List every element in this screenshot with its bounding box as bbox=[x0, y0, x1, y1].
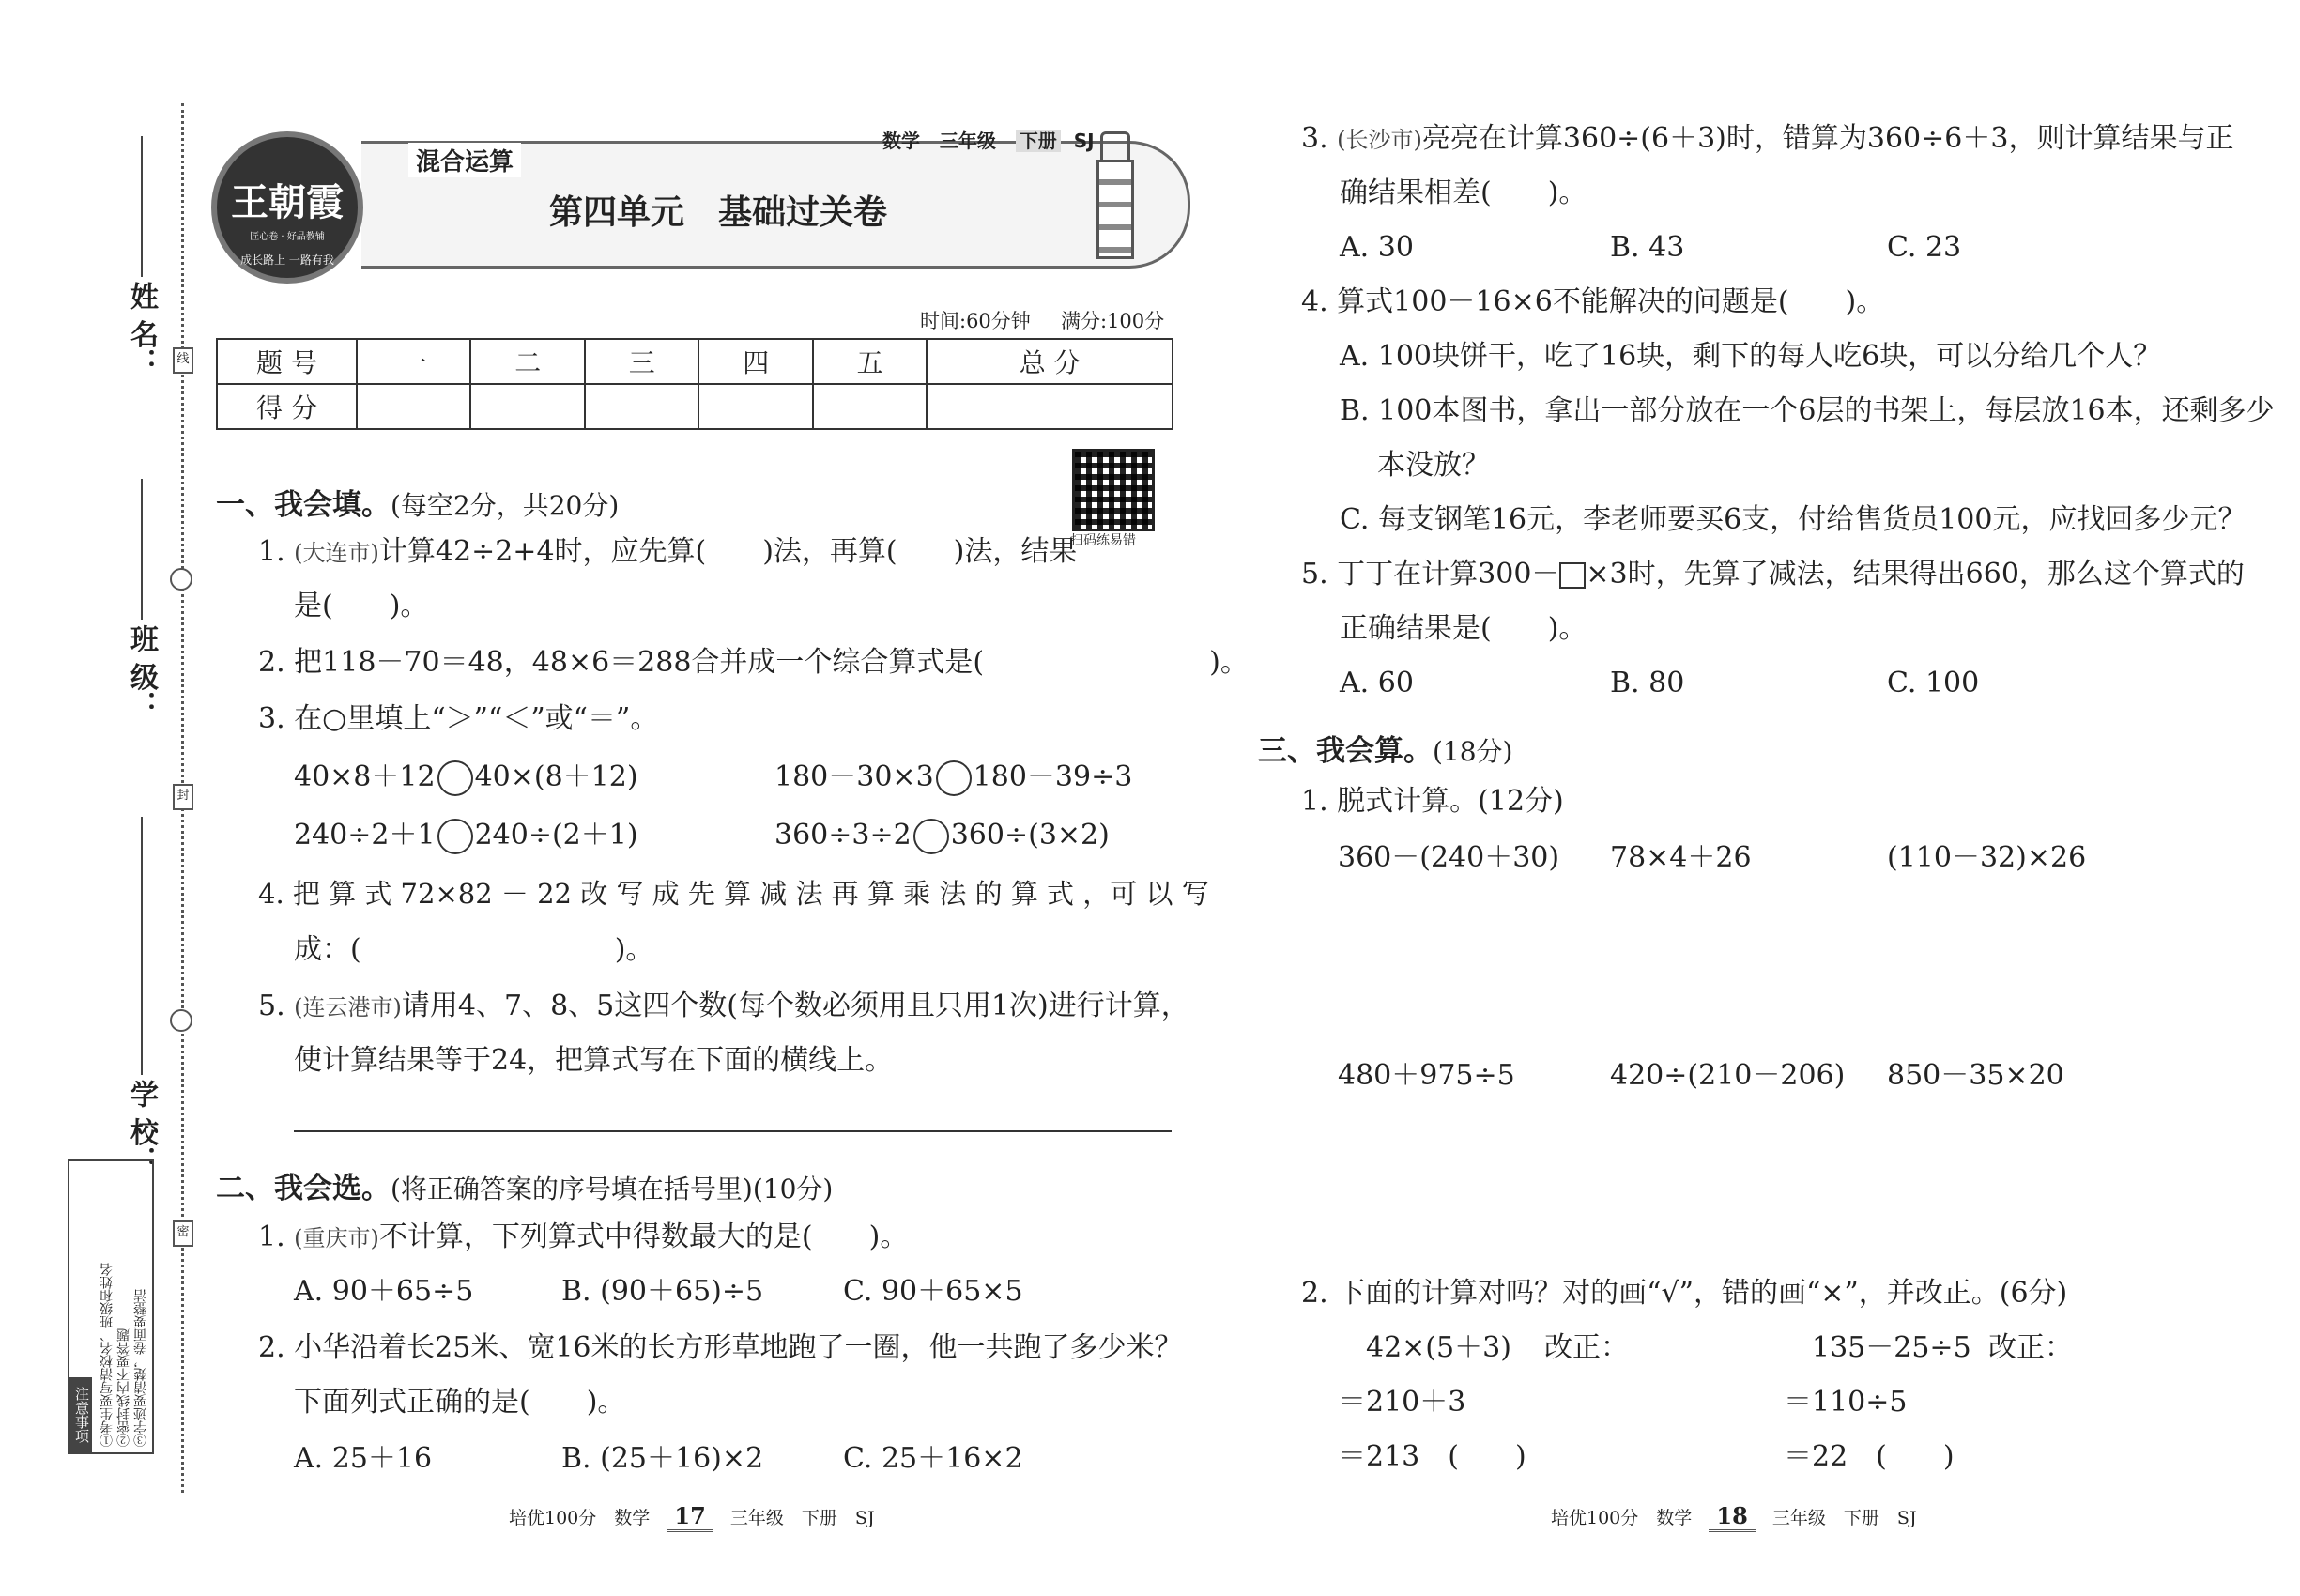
s1-q2: 2. 把118－70＝48，48×6＝288合并成一个综合算式是( )。 bbox=[258, 646, 1249, 679]
s1-q4: 4. 把 算 式 72×82 － 22 改 写 成 先 算 减 法 再 算 乘 法 的 算 式 ，可 以 写 bbox=[258, 878, 1209, 910]
score-cell[interactable] bbox=[813, 384, 927, 429]
footer-text: 三年级 下册 SJ bbox=[1771, 1508, 1917, 1528]
calc-item: 480＋975÷5 bbox=[1338, 1059, 1515, 1092]
cut-mark-feng: 封 bbox=[173, 784, 193, 810]
score-value-row bbox=[217, 384, 1173, 429]
s2-q3-text: 亮亮在计算360÷(6＋3)时，错算为360÷6＋3，则计算结果与正 bbox=[1421, 122, 2234, 155]
topic-label: 混合运算 bbox=[408, 143, 521, 177]
full-score-label: 满分:100分 bbox=[1061, 310, 1165, 332]
compare-circle[interactable] bbox=[437, 819, 473, 854]
s2-q1: 1. (重庆市)不计算，下列算式中得数最大的是( )。 bbox=[258, 1220, 909, 1253]
score-row-label: 得 分 bbox=[217, 384, 357, 429]
class-label: 班 级： bbox=[125, 624, 158, 719]
compare-right: 40×(8＋12) bbox=[474, 760, 638, 793]
score-col: 四 bbox=[698, 339, 812, 384]
s1-q1: 1. (大连市)计算42÷2+4时，应先算( )法，再算( )法，结果 bbox=[258, 535, 1078, 568]
s2-q5 bbox=[1301, 554, 2245, 595]
region-tag: (连云港市) bbox=[294, 994, 402, 1021]
calc-item: 78×4＋26 bbox=[1610, 841, 1752, 874]
s2-q2: 2. 小华沿着长25米、宽16米的长方形草地跑了一圈，他一共跑了多少米？ bbox=[258, 1331, 1183, 1364]
school-label: 学 校： bbox=[125, 1080, 158, 1174]
check-step: ＝210＋3 bbox=[1338, 1386, 1466, 1419]
score-col-total: 总 分 bbox=[927, 339, 1173, 384]
s3-sub1: 1. 脱式计算。(12分) bbox=[1301, 785, 1564, 818]
section3-heading: 三、我会算。 bbox=[1258, 734, 1433, 768]
meta-volume: 下册 bbox=[1016, 130, 1061, 152]
brand-logo bbox=[211, 131, 363, 284]
score-cell[interactable] bbox=[585, 384, 698, 429]
option-b-cont: 本没放？ bbox=[1377, 449, 1490, 482]
option-a[interactable]: A. 25＋16 bbox=[294, 1442, 433, 1475]
subject-meta bbox=[882, 126, 1095, 153]
s2-q2-cont: 下面列式正确的是( )。 bbox=[294, 1386, 626, 1419]
check-expr: 42×(5＋3) bbox=[1366, 1331, 1511, 1364]
option-a[interactable]: A. 30 bbox=[1340, 231, 1414, 264]
time-label: 时间:60分钟 bbox=[920, 310, 1031, 332]
s2-q3-cont: 确结果相差( )。 bbox=[1340, 176, 1587, 209]
page-number: 18 bbox=[1709, 1502, 1755, 1532]
section1-title bbox=[216, 481, 619, 523]
option-b[interactable]: B. (25＋16)×2 bbox=[561, 1442, 764, 1475]
compare-item bbox=[294, 757, 638, 798]
s2-q5-post: ×3时，先算了减法，结果得出660，那么这个算式的 bbox=[1586, 558, 2245, 591]
option-c[interactable]: C. 90＋65×5 bbox=[843, 1275, 1023, 1308]
calc-item: 420÷(210－206) bbox=[1610, 1059, 1846, 1092]
check-result[interactable]: ＝22 ( ) bbox=[1784, 1440, 1955, 1473]
score-cell[interactable] bbox=[357, 384, 470, 429]
score-table bbox=[216, 338, 1173, 430]
score-cell[interactable] bbox=[470, 384, 584, 429]
footer-right bbox=[1551, 1502, 1917, 1529]
region-tag: (重庆市) bbox=[294, 1225, 379, 1251]
school-field-line bbox=[141, 817, 143, 1075]
s1-q1-cont: 是( )。 bbox=[294, 590, 429, 622]
section3-title bbox=[1258, 727, 1512, 769]
section2-heading: 二、我会选。 bbox=[216, 1172, 391, 1205]
option-a[interactable]: A. 60 bbox=[1340, 667, 1414, 699]
s1-q5-text: 请用4、7、8、5这四个数(每个数必须用且只用1次)进行计算， bbox=[401, 990, 1189, 1022]
score-cell[interactable] bbox=[927, 384, 1173, 429]
option-b[interactable]: B. 80 bbox=[1610, 667, 1685, 699]
section2-note: (将正确答案的序号填在括号里)(10分) bbox=[391, 1174, 834, 1205]
check-result[interactable]: ＝213 ( ) bbox=[1338, 1440, 1526, 1473]
notice-item: ①考生要写清校名、班级和姓名 bbox=[100, 1263, 115, 1447]
option-a[interactable]: A. 90＋65÷5 bbox=[294, 1275, 474, 1308]
brand-sub: 匠心卷 · 好品教辅 bbox=[250, 232, 325, 242]
compare-left: 40×8＋12 bbox=[294, 760, 436, 793]
compare-right: 240÷(2＋1) bbox=[474, 819, 638, 852]
s1-q5: 5. (连云港市)请用4、7、8、5这四个数(每个数必须用且只用1次)进行计算， bbox=[258, 990, 1189, 1022]
compare-item bbox=[774, 757, 1132, 798]
section2-title bbox=[216, 1164, 833, 1206]
option-b[interactable]: B. 43 bbox=[1610, 231, 1685, 264]
calc-item: 360－(240＋30) bbox=[1338, 841, 1560, 874]
check-step: ＝110÷5 bbox=[1784, 1386, 1908, 1419]
score-cell[interactable] bbox=[698, 384, 812, 429]
s1-q3: 3. 在○里填上“＞”“＜”或“＝”。 bbox=[258, 702, 659, 735]
calc-item: (110－32)×26 bbox=[1887, 841, 2087, 874]
binding-ring-icon bbox=[170, 1009, 192, 1032]
compare-left: 240÷2＋1 bbox=[294, 819, 436, 852]
option-b[interactable]: B. 100本图书，拿出一部分放在一个6层的书架上，每层放16本，还剩多少 bbox=[1340, 394, 2275, 427]
section1-note: (每空2分，共20分) bbox=[391, 490, 620, 521]
compare-left: 180－30×3 bbox=[774, 760, 934, 793]
score-col: 二 bbox=[470, 339, 584, 384]
meta-subject: 数学 bbox=[882, 130, 920, 152]
meta-edition: SJ bbox=[1073, 130, 1095, 152]
score-col: 三 bbox=[585, 339, 698, 384]
s2-q3: 3. (长沙市)亮亮在计算360÷(6＋3)时，错算为360÷6＋3，则计算结果与正 bbox=[1301, 122, 2234, 155]
footer-text: 培优100分 数学 bbox=[509, 1508, 651, 1528]
fix-label: 改正： bbox=[1988, 1331, 2073, 1364]
name-label: 姓 名： bbox=[125, 282, 158, 376]
binding-ring-icon bbox=[170, 568, 192, 591]
s1-q5-cont: 使计算结果等于24，把算式写在下面的横线上。 bbox=[294, 1044, 894, 1077]
page-title: 第四单元 基础过关卷 bbox=[549, 193, 888, 232]
notice-box bbox=[68, 1159, 154, 1454]
answer-line[interactable] bbox=[294, 1130, 1172, 1132]
option-c[interactable]: C. 23 bbox=[1887, 231, 1962, 264]
option-c[interactable]: C. 25＋16×2 bbox=[843, 1442, 1023, 1475]
footer-left bbox=[509, 1502, 875, 1529]
qr-caption: 扫码练易错 bbox=[1070, 533, 1136, 548]
lighthouse-icon bbox=[1091, 131, 1134, 253]
section3-note: (18分) bbox=[1433, 736, 1513, 767]
compare-circle[interactable] bbox=[936, 760, 972, 796]
brand-name: 王朝霞 bbox=[231, 181, 344, 224]
s1-q4-cont: 成：( )。 bbox=[294, 933, 654, 966]
score-col-label: 题 号 bbox=[217, 339, 357, 384]
s2-q5-pre: 5. 丁丁在计算300－ bbox=[1301, 558, 1560, 591]
s2-q4: 4. 算式100－16×6不能解决的问题是( )。 bbox=[1301, 285, 1885, 318]
class-field-line bbox=[141, 479, 143, 620]
compare-item bbox=[294, 815, 638, 856]
cut-mark-mi: 密 bbox=[173, 1220, 193, 1247]
cut-mark-xian: 线 bbox=[173, 347, 193, 374]
fix-label: 改正： bbox=[1544, 1331, 1629, 1364]
s1-q1-text: 计算42÷2+4时，应先算( )法，再算( )法，结果 bbox=[378, 535, 1078, 568]
option-c[interactable]: C. 100 bbox=[1887, 667, 1980, 699]
name-field-line bbox=[141, 136, 143, 277]
blank-box bbox=[1559, 562, 1586, 589]
section1-heading: 一、我会填。 bbox=[216, 488, 391, 522]
compare-circle[interactable] bbox=[437, 760, 473, 796]
meta-grade: 三年级 bbox=[939, 130, 996, 152]
compare-item bbox=[774, 815, 1110, 856]
option-b[interactable]: B. (90＋65)÷5 bbox=[561, 1275, 764, 1308]
qr-code-icon bbox=[1072, 449, 1155, 531]
page-number: 17 bbox=[667, 1502, 713, 1532]
notice-title: 注意事项 bbox=[69, 1377, 92, 1452]
score-col: 五 bbox=[813, 339, 927, 384]
score-col: 一 bbox=[357, 339, 470, 384]
notice-item: ③字迹要清楚，卷面要整洁 bbox=[133, 1289, 148, 1447]
s3-sub2: 2. 下面的计算对吗？对的画“√”，错的画“×”，并改正。(6分) bbox=[1301, 1277, 2068, 1310]
calc-item: 850－35×20 bbox=[1887, 1059, 2064, 1092]
score-header-row bbox=[217, 339, 1173, 384]
notice-item: ②密封线内不要答题 bbox=[116, 1328, 131, 1447]
region-tag: (长沙市) bbox=[1337, 127, 1422, 153]
brand-slogan: 成长路上 一路有我 bbox=[240, 253, 334, 267]
option-c[interactable]: C. 每支钢笔16元，李老师要买6支，付给售货员100元，应找回多少元？ bbox=[1340, 503, 2246, 536]
compare-right: 180－39÷3 bbox=[973, 760, 1133, 793]
option-a[interactable]: A. 100块饼干，吃了16块，剩下的每人吃6块，可以分给几个人？ bbox=[1340, 340, 2162, 373]
footer-text: 培优100分 数学 bbox=[1551, 1508, 1693, 1528]
region-tag: (大连市) bbox=[294, 540, 379, 566]
footer-text: 三年级 下册 SJ bbox=[729, 1508, 875, 1528]
compare-circle[interactable] bbox=[913, 819, 949, 854]
compare-left: 360÷3÷2 bbox=[774, 819, 912, 852]
compare-right: 360÷(3×2) bbox=[950, 819, 1110, 852]
s2-q5-cont: 正确结果是( )。 bbox=[1340, 612, 1587, 645]
check-expr: 135－25÷5 bbox=[1812, 1331, 1971, 1364]
s2-q1-text: 不计算，下列算式中得数最大的是( )。 bbox=[378, 1220, 909, 1253]
